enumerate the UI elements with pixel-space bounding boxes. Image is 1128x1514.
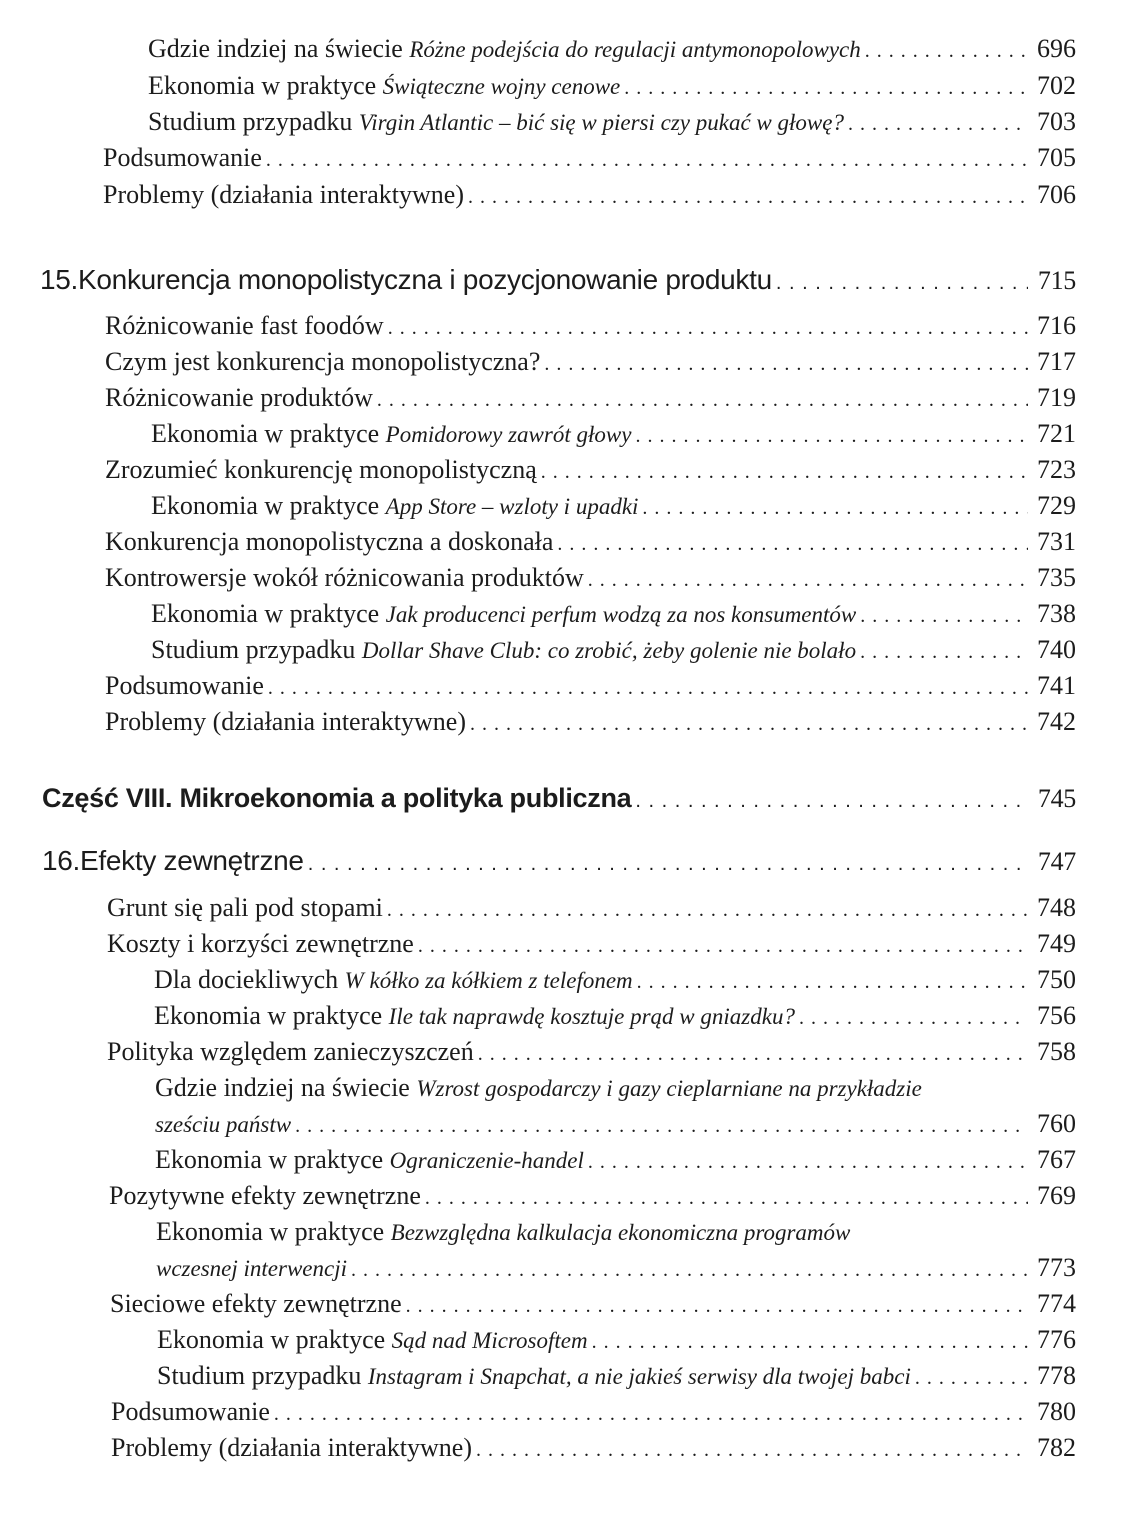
page-number: 696 — [1037, 34, 1076, 63]
entry-text: Podsumowanie — [105, 671, 264, 700]
toc-entry[interactable] — [110, 1289, 1076, 1321]
dot-leader — [308, 846, 1028, 879]
page-number: 749 — [1037, 929, 1076, 958]
toc-entry[interactable] — [105, 671, 1076, 703]
entry-title: App Store – wzloty i upadki — [385, 494, 639, 519]
dot-leader — [476, 1433, 1028, 1465]
toc-entry[interactable] — [105, 707, 1076, 739]
entry-title: W kółko za kółkiem z telefonem — [344, 968, 633, 993]
page-number: 719 — [1037, 383, 1076, 412]
entry-title: Virgin Atlantic – bić się w piersi czy pukać w głowę? — [358, 110, 844, 135]
toc-entry-continuation[interactable] — [156, 1253, 1076, 1285]
entry-text: Grunt się pali pod stopami — [107, 893, 383, 922]
page-number: 782 — [1037, 1433, 1076, 1462]
toc-entry-first-line[interactable] — [156, 1217, 850, 1248]
entry-title: Sąd nad Microsoftem — [391, 1328, 588, 1353]
dot-leader — [915, 1361, 1028, 1393]
toc-entry[interactable] — [107, 1037, 1076, 1069]
page-number: 769 — [1037, 1181, 1076, 1210]
dot-leader — [635, 783, 1028, 816]
chapter-heading[interactable] — [42, 846, 1076, 879]
page-number: 747 — [1037, 847, 1076, 876]
page-number: 776 — [1037, 1325, 1076, 1354]
entry-prefix: Gdzie indziej na świecie — [148, 34, 403, 63]
dot-leader — [274, 1397, 1028, 1429]
page-number: 738 — [1037, 599, 1076, 628]
page-number: 705 — [1037, 143, 1076, 172]
dot-leader — [406, 1289, 1028, 1321]
toc-entry[interactable] — [109, 1181, 1076, 1213]
toc-entry[interactable] — [105, 347, 1076, 379]
page-number: 748 — [1037, 893, 1076, 922]
entry-text: Czym jest konkurencja monopolistyczna? — [105, 347, 541, 376]
entry-title: Instagram i Snapchat, a nie jakieś serwisy dla twojej babci — [367, 1364, 911, 1389]
page-number: 780 — [1037, 1397, 1076, 1426]
page-number: 706 — [1037, 180, 1076, 209]
toc-entry[interactable] — [105, 527, 1076, 559]
dot-leader — [388, 311, 1028, 343]
page-number: 758 — [1037, 1037, 1076, 1066]
dot-leader — [268, 671, 1028, 703]
entry-prefix: Ekonomia w praktyce — [154, 1001, 383, 1030]
page-number: 756 — [1037, 1001, 1076, 1030]
dot-leader — [860, 599, 1028, 631]
chapter-title: Konkurencja monopolistyczna i pozycjonowanie produktu — [78, 264, 772, 295]
page-number: 740 — [1037, 635, 1076, 664]
toc-entry[interactable] — [154, 965, 1076, 997]
dot-leader — [266, 143, 1028, 175]
toc-entry[interactable] — [103, 180, 1076, 212]
entry-prefix: Ekonomia w praktyce — [148, 71, 377, 100]
entry-prefix: Gdzie indziej na świecie — [155, 1073, 410, 1102]
toc-entry[interactable] — [157, 1325, 1076, 1357]
entry-title: Bezwzględna kalkulacja ekonomiczna programów — [390, 1220, 851, 1245]
entry-text: Podsumowanie — [111, 1397, 270, 1426]
entry-prefix: Studium przypadku — [151, 635, 356, 664]
page-number: 735 — [1037, 563, 1076, 592]
dot-leader — [848, 107, 1028, 139]
part-title: Część VIII. Mikroekonomia a polityka publiczna — [42, 783, 632, 813]
page-number: 741 — [1037, 671, 1076, 700]
dot-leader — [295, 1109, 1028, 1141]
toc-entry[interactable] — [111, 1397, 1076, 1429]
entry-text: Sieciowe efekty zewnętrzne — [110, 1289, 402, 1318]
page-number: 715 — [1037, 266, 1076, 295]
entry-text: Różnicowanie produktów — [105, 383, 373, 412]
entry-text: Problemy (działania interaktywne) — [103, 180, 464, 209]
toc-entry[interactable] — [154, 1001, 1076, 1033]
entry-text: Polityka względem zanieczyszczeń — [107, 1037, 474, 1066]
dot-leader — [592, 1325, 1028, 1357]
entry-prefix: Ekonomia w praktyce — [151, 491, 380, 520]
page-number: 778 — [1037, 1361, 1076, 1390]
entry-text: Konkurencja monopolistyczna a doskonała — [105, 527, 554, 556]
page-number: 729 — [1037, 491, 1076, 520]
chapter-heading[interactable] — [40, 265, 1076, 298]
chapter-number: 16. — [42, 845, 81, 876]
entry-title-continuation: wczesnej interwencji — [156, 1256, 347, 1281]
page-number: 745 — [1037, 784, 1076, 813]
entry-text: Pozytywne efekty zewnętrzne — [109, 1181, 421, 1210]
entry-title: Różne podejścia do regulacji antymonopolowych — [409, 37, 861, 62]
toc-entry[interactable] — [107, 893, 1076, 925]
toc-entry[interactable] — [151, 599, 1076, 631]
toc-entry[interactable] — [155, 1145, 1076, 1177]
page-number: 760 — [1037, 1109, 1076, 1138]
entry-text: Różnicowanie fast foodów — [105, 311, 384, 340]
entry-title: Jak producenci perfum wodzą za nos konsumentów — [385, 602, 857, 627]
entry-title: Dollar Shave Club: co zrobić, żeby golenie nie bolało — [361, 638, 857, 663]
dot-leader — [557, 527, 1028, 559]
dot-leader — [418, 929, 1028, 961]
entry-title: Wzrost gospodarczy i gazy cieplarniane na przykładzie — [416, 1076, 922, 1101]
dot-leader — [470, 707, 1028, 739]
entry-title-continuation: sześciu państw — [155, 1112, 292, 1137]
page-number: 767 — [1037, 1145, 1076, 1174]
dot-leader — [624, 71, 1028, 103]
page-number: 716 — [1037, 311, 1076, 340]
chapter-title: Efekty zewnętrzne — [80, 845, 304, 876]
entry-text: Koszty i korzyści zewnętrzne — [107, 929, 414, 958]
entry-text: Problemy (działania interaktywne) — [111, 1433, 472, 1462]
entry-prefix: Dla dociekliwych — [154, 965, 339, 994]
toc-entry[interactable] — [105, 383, 1076, 415]
page-number: 731 — [1037, 527, 1076, 556]
dot-leader — [377, 383, 1028, 415]
dot-leader — [387, 893, 1028, 925]
dot-leader — [799, 1001, 1028, 1033]
dot-leader — [642, 491, 1028, 523]
entry-prefix: Ekonomia w praktyce — [151, 419, 380, 448]
toc-entry[interactable] — [105, 455, 1076, 487]
entry-title: Ile tak naprawdę kosztuje prąd w gniazdku? — [388, 1004, 795, 1029]
page-number: 717 — [1037, 347, 1076, 376]
page-number: 773 — [1037, 1253, 1076, 1282]
toc-entry[interactable] — [107, 929, 1076, 961]
toc-entry-first-line[interactable] — [155, 1073, 922, 1104]
entry-prefix: Ekonomia w praktyce — [156, 1217, 385, 1246]
page-number: 703 — [1037, 107, 1076, 136]
dot-leader — [588, 563, 1028, 595]
page-number: 721 — [1037, 419, 1076, 448]
toc-entry[interactable] — [148, 107, 1076, 139]
dot-leader — [860, 635, 1028, 667]
dot-leader — [425, 1181, 1028, 1213]
dot-leader — [637, 965, 1028, 997]
dot-leader — [865, 34, 1028, 66]
dot-leader — [544, 347, 1028, 379]
entry-text: Podsumowanie — [103, 143, 262, 172]
part-heading[interactable] — [42, 783, 1076, 816]
dot-leader — [541, 455, 1028, 487]
toc-entry[interactable] — [151, 491, 1076, 523]
toc-entry[interactable] — [105, 311, 1076, 343]
toc-entry[interactable] — [105, 563, 1076, 595]
toc-entry[interactable] — [148, 71, 1076, 103]
page-number: 702 — [1037, 71, 1076, 100]
entry-prefix: Ekonomia w praktyce — [155, 1145, 384, 1174]
entry-text: Zrozumieć konkurencję monopolistyczną — [105, 455, 537, 484]
entry-title: Świąteczne wojny cenowe — [382, 74, 621, 99]
toc-entry[interactable] — [103, 143, 1076, 175]
dot-leader — [351, 1253, 1028, 1285]
page-number: 742 — [1037, 707, 1076, 736]
toc-entry-continuation[interactable] — [155, 1109, 1076, 1141]
entry-prefix: Studium przypadku — [148, 107, 353, 136]
entry-title: Ograniczenie-handel — [389, 1148, 584, 1173]
dot-leader — [468, 180, 1028, 212]
dot-leader — [776, 265, 1028, 298]
toc-entry[interactable] — [157, 1361, 1076, 1393]
page-number: 750 — [1037, 965, 1076, 994]
toc-entry[interactable] — [148, 34, 1076, 66]
entry-prefix: Ekonomia w praktyce — [157, 1325, 386, 1354]
entry-title: Pomidorowy zawrót głowy — [385, 422, 632, 447]
dot-leader — [588, 1145, 1028, 1177]
toc-entry[interactable] — [111, 1433, 1076, 1465]
dot-leader — [478, 1037, 1028, 1069]
entry-prefix: Studium przypadku — [157, 1361, 362, 1390]
page-number: 723 — [1037, 455, 1076, 484]
chapter-number: 15. — [40, 264, 79, 295]
entry-text: Problemy (działania interaktywne) — [105, 707, 466, 736]
entry-text: Kontrowersje wokół różnicowania produktów — [105, 563, 584, 592]
dot-leader — [635, 419, 1028, 451]
toc-entry[interactable] — [151, 635, 1076, 667]
entry-prefix: Ekonomia w praktyce — [151, 599, 380, 628]
toc-entry[interactable] — [151, 419, 1076, 451]
page-number: 774 — [1037, 1289, 1076, 1318]
